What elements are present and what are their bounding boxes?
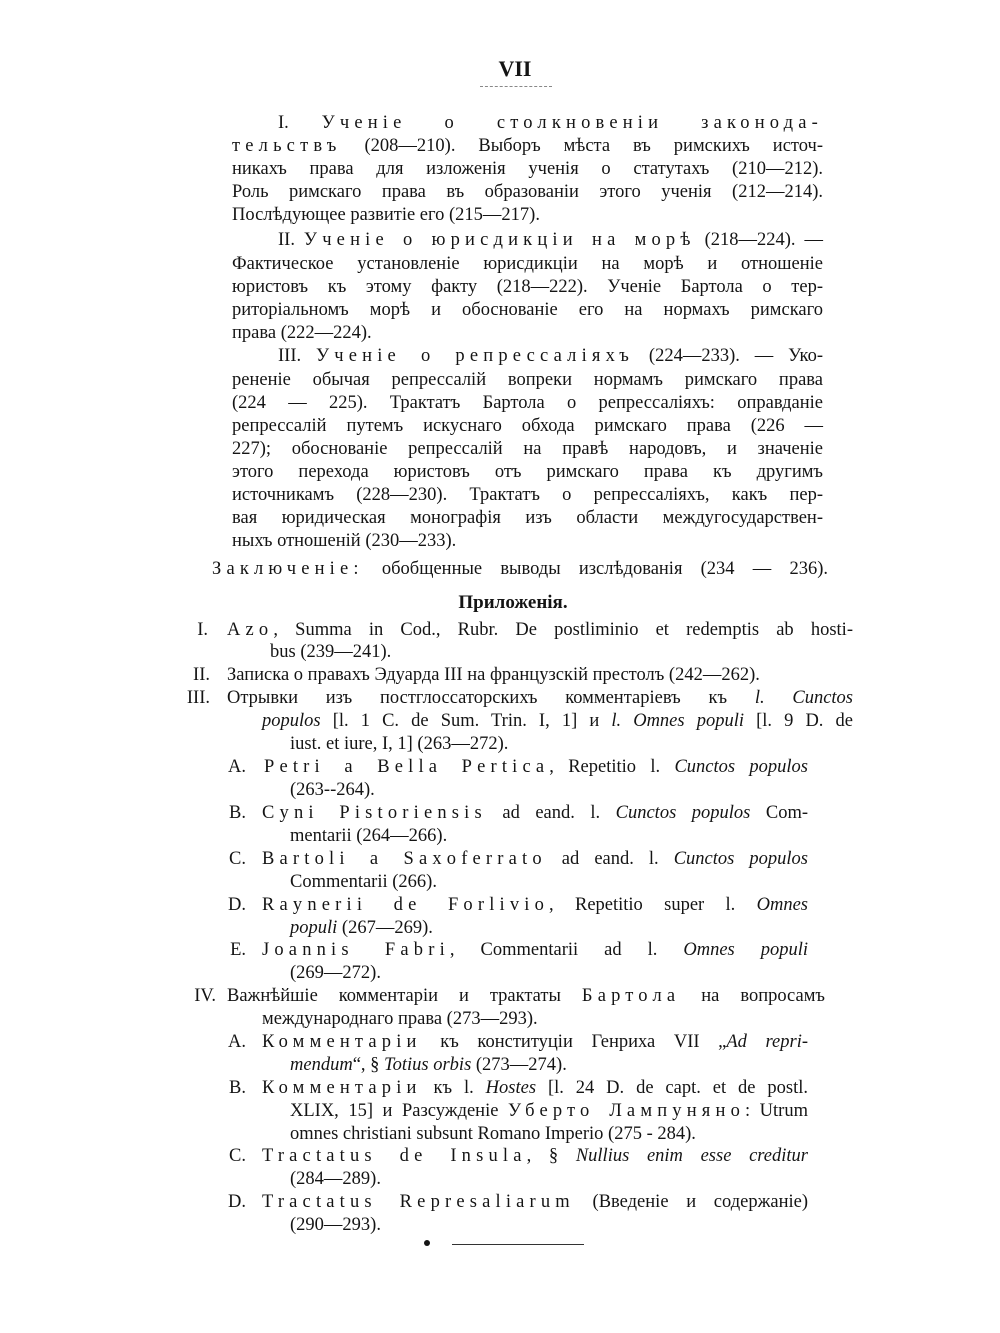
text-segment: omnes christiani subsunt Romano Imperio (275 - 284). (290, 1124, 696, 1144)
page-number: VII (498, 56, 532, 81)
text-segment: 227); обоснованіе репрессалій на правѣ народовъ, и значеніе (232, 439, 823, 459)
text-segment: I. (278, 113, 322, 133)
spaced-title: Tractatus de Insula (262, 1146, 527, 1166)
text-line (227, 664, 760, 687)
spaced-title: Бартола (581, 986, 681, 1006)
footer-rule (452, 1244, 584, 1245)
text-line (290, 1214, 381, 1237)
text-segment: этого перехода юристовъ отъ римскаго права къ другимъ (232, 462, 823, 482)
text-segment: вая юридическая монографія изъ области междугосударствен- (232, 508, 823, 528)
text-line (270, 641, 391, 664)
spaced-title: Cyni Pistoriensis (262, 803, 487, 823)
text-segment: [l. 24 D. de capt. et de postl. (536, 1078, 808, 1098)
text-line (290, 1054, 567, 1077)
text-segment: (284—289). (290, 1169, 381, 1189)
entry-numeral: D. (228, 895, 246, 915)
text-line (262, 848, 808, 871)
text-segment: (263--264). (290, 780, 375, 800)
text-line (262, 710, 853, 733)
text-line (232, 438, 823, 461)
text-segment: XLIX, 15] и Разсужденіе (290, 1101, 508, 1121)
text-segment: iust. et iure, I, 1] (263—272). (290, 734, 509, 754)
italic-text: Omnes populi (683, 940, 808, 960)
text-line (278, 112, 823, 135)
spaced-title: Комментаріи (262, 1078, 422, 1098)
spaced-title: Azo (227, 620, 274, 640)
text-line (290, 733, 508, 756)
text-segment: [l. 1 C. de Sum. Trin. I, 1] и (320, 711, 612, 731)
text-segment: (224 — 225). Трактатъ Бартола о репрессаліяхъ: оправданіе (232, 393, 823, 413)
text-segment: международнаго права (273—293). (262, 1009, 538, 1029)
text-segment: Послѣдующее развитіе его (215—217). (232, 205, 540, 225)
text-segment: къ l. (421, 1078, 486, 1098)
text-segment: права (222—224). (232, 323, 372, 343)
spaced-title: Raynerii de Forlivio (262, 895, 550, 915)
text-line (232, 530, 456, 553)
header-rule (480, 86, 552, 87)
text-line (290, 1168, 381, 1191)
text-line (232, 181, 823, 204)
spaced-title: Ученіе о репрессаліяхъ (315, 346, 635, 366)
text-line (232, 135, 823, 158)
entry-numeral: C. (229, 1146, 246, 1166)
italic-text: Cunctos populos (615, 803, 751, 823)
text-line (232, 392, 823, 415)
text-segment: къ конституціи Генриха VII „ (421, 1032, 727, 1052)
spaced-title: Petri a Bella Pertica (264, 757, 550, 777)
text-segment: III. (278, 346, 316, 366)
text-line (232, 276, 823, 299)
entry-numeral: D. (228, 1192, 246, 1212)
text-line (290, 825, 447, 848)
text-line (290, 962, 381, 985)
spaced-title: тельствъ (232, 136, 342, 156)
text-line (290, 871, 437, 894)
text-line (262, 1077, 808, 1100)
italic-text: Nullius enim esse creditur (575, 1146, 808, 1166)
text-segment: , Repetitio l. (549, 757, 675, 777)
text-line (262, 939, 808, 962)
entry-numeral: I. (197, 620, 208, 640)
text-line (290, 917, 433, 940)
text-segment: ныхъ отношеній (230—233). (232, 531, 457, 551)
text-line (227, 985, 825, 1008)
text-segment: (218—224). — (695, 230, 823, 250)
text-segment: “, § (352, 1055, 385, 1075)
text-segment: Отрывки изъ постглоссаторскихъ комментаріевъ къ (227, 688, 755, 708)
end-bullet (424, 1240, 430, 1246)
text-segment: Важнѣйшіе комментаріи и трактаты (227, 986, 582, 1006)
spaced-title: Joannis Fabri (262, 940, 450, 960)
text-line (232, 299, 823, 322)
text-segment: (267—269). (337, 918, 433, 938)
entry-numeral: IV. (194, 986, 216, 1006)
text-segment: , Commentarii ad l. (449, 940, 684, 960)
text-segment: Записка о правахъ Эдуарда III на французскій престолъ (242—262). (227, 665, 760, 685)
text-line (262, 894, 808, 917)
text-segment: (224—233). — Уко- (634, 346, 824, 366)
spaced-title: Заключеніе: (212, 559, 364, 579)
text-segment: обобщенные выводы изслѣдованія (234 — 236). (363, 559, 828, 579)
text-segment: репрессалій путемъ искуснаго обхода римскаго права (226 — (232, 416, 823, 436)
text-segment: II. (278, 230, 304, 250)
text-segment: ad eand. l. (486, 803, 616, 823)
text-segment: (Введеніе и содержаніе) (574, 1192, 808, 1212)
text-segment: , Summa in Cod., Rubr. De postliminio et redemptis ab hosti- (273, 620, 853, 640)
spaced-title: Bartoli a Saxoferrato (262, 849, 547, 869)
entry-numeral: II. (193, 665, 210, 685)
spaced-title: Комментаріи (262, 1032, 422, 1052)
text-segment: : Utrum (745, 1101, 808, 1121)
text-line (227, 687, 853, 710)
italic-text: Omnes (756, 895, 808, 915)
text-segment: риторіальномъ морѣ и обоснованіе его на нормахъ римскаго (232, 300, 823, 320)
text-line (227, 619, 853, 642)
text-line (232, 322, 372, 345)
italic-text: l. Omnes populi (611, 711, 744, 731)
text-segment: на вопросамъ (680, 986, 825, 1006)
entry-numeral: A. (228, 757, 246, 777)
text-line (232, 415, 823, 438)
text-line (232, 158, 823, 181)
italic-text: Ad repri- (726, 1032, 808, 1052)
text-segment: (273—274). (471, 1055, 567, 1075)
text-line (212, 558, 828, 581)
text-segment: ad eand. l. (546, 849, 674, 869)
text-line (232, 461, 823, 484)
text-segment: Com- (750, 803, 808, 823)
text-segment: Роль римскаго права въ образованіи этого ученія (212—214). (232, 182, 823, 202)
entry-numeral: B. (229, 1078, 246, 1098)
text-line (290, 1123, 696, 1146)
text-segment: (290—293). (290, 1215, 381, 1235)
italic-text: Hostes (485, 1078, 537, 1098)
text-line (232, 484, 823, 507)
text-line (278, 345, 823, 368)
entry-numeral: E. (230, 940, 246, 960)
text-segment: Фактическое установленіе юрисдикціи на морѣ и отношеніе (232, 254, 823, 274)
text-line (232, 369, 823, 392)
italic-text: l. Cunctos (754, 688, 854, 708)
text-line (264, 756, 808, 779)
text-segment: , Repetitio super l. (549, 895, 757, 915)
italic-text: Cunctos populos (673, 849, 808, 869)
text-line (262, 1191, 808, 1214)
text-segment: (208—210). Выборъ мѣста въ римскихъ источ- (341, 136, 823, 156)
text-segment: рененіе обычая репрессалій вопреки нормамъ римскаго права (232, 370, 823, 390)
italic-text: mendum (290, 1055, 353, 1075)
entry-numeral: B. (229, 803, 246, 823)
text-segment: [l. 9 D. de (743, 711, 853, 731)
appendix-heading: Приложенія. (458, 592, 568, 613)
text-line (290, 1100, 808, 1123)
entry-numeral: III. (186, 688, 210, 708)
text-segment: mentarii (264—266). (290, 826, 448, 846)
italic-text: populos (262, 711, 321, 731)
entry-numeral: A. (228, 1032, 246, 1052)
spaced-title: Tractatus Represaliarum (262, 1192, 575, 1212)
text-line (262, 1031, 808, 1054)
spaced-title: Ученіе о столкновеніи законода- (321, 113, 823, 133)
text-line (232, 507, 823, 530)
italic-text: populi (290, 918, 338, 938)
italic-text: Cunctos populos (674, 757, 808, 777)
italic-text: Totius orbis (384, 1055, 472, 1075)
text-segment: bus (239—241). (270, 642, 392, 662)
text-line (262, 802, 808, 825)
spaced-title: Ученіе о юрисдикціи на морѣ (303, 230, 696, 250)
text-segment: Commentarii (266). (290, 872, 437, 892)
entry-numeral: C. (229, 849, 246, 869)
text-line (232, 253, 823, 276)
text-line (290, 779, 375, 802)
text-segment: (269—272). (290, 963, 381, 983)
text-segment: юристовъ къ этому факту (218—222). Ученіе Бартола о тер- (232, 277, 823, 297)
text-line (262, 1145, 808, 1168)
text-line (232, 204, 540, 227)
text-line (262, 1008, 538, 1031)
text-line (278, 229, 823, 252)
text-segment: , § (526, 1146, 576, 1166)
text-segment: источникамъ (228—230). Трактатъ о репрессаліяхъ, какъ пер- (232, 485, 823, 505)
spaced-title: Уберто Лампуняно (507, 1101, 745, 1121)
text-segment: никахъ права для изложенія ученія о статутахъ (210—212). (232, 159, 823, 179)
